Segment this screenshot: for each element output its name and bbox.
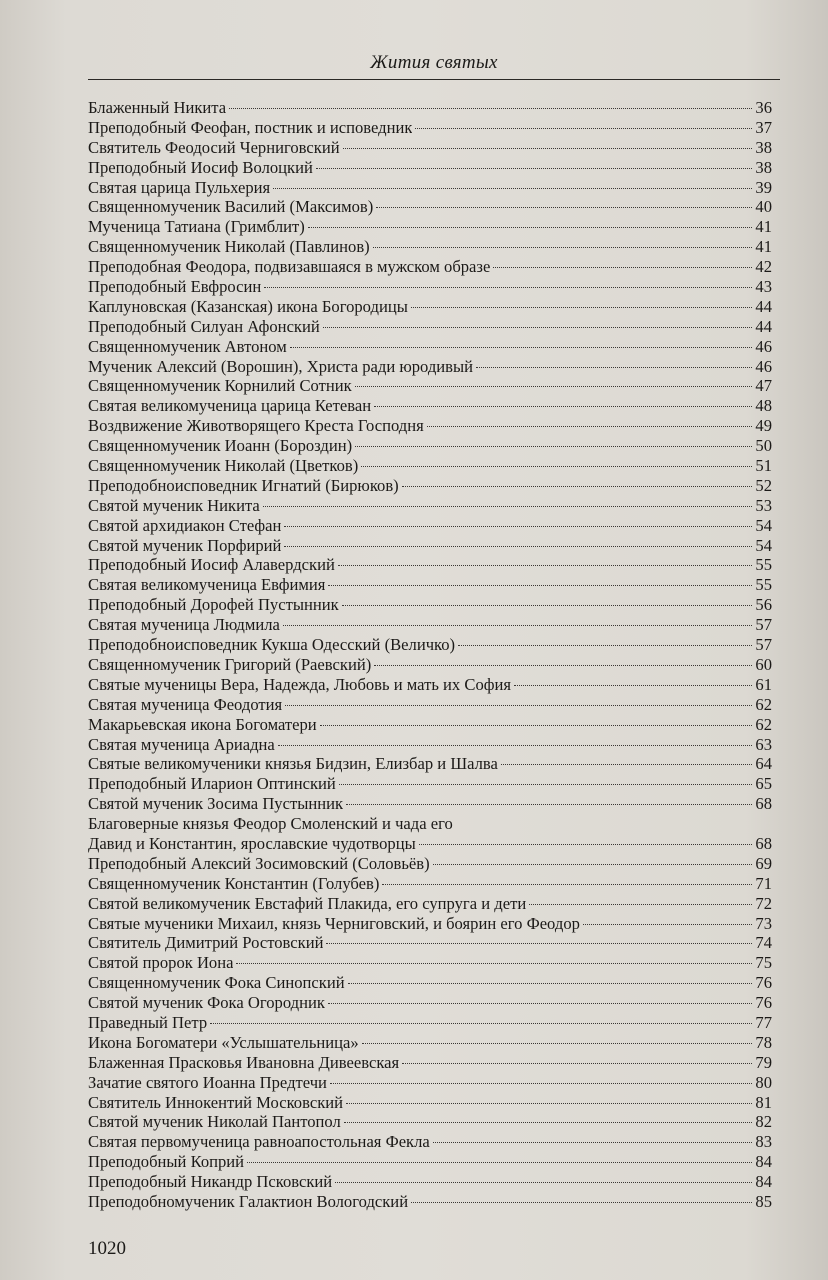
toc-entry: [88, 655, 772, 675]
toc-entry-title: Священномученик Автоном: [88, 336, 287, 356]
toc-entry-page: 46: [755, 336, 772, 356]
dot-leader: [458, 645, 752, 646]
dot-leader: [323, 327, 753, 328]
toc-entry-title: Священномученик Григорий (Раевский): [88, 654, 372, 674]
dot-leader: [419, 844, 753, 845]
toc-entry-page: 41: [755, 237, 772, 257]
dot-leader: [284, 526, 752, 527]
toc-entry-title: Священномученик Николай (Павлинов): [88, 237, 370, 257]
toc-entry-title: Каплуновская (Казанская) икона Богородицы: [88, 296, 408, 316]
toc-entry-page: 56: [755, 595, 772, 615]
toc-entry: [88, 735, 772, 755]
dot-leader: [415, 128, 752, 129]
toc-entry-title: Макарьевская икона Богоматери: [88, 714, 317, 734]
toc-entry-page: 55: [755, 575, 772, 595]
toc-entry-title: Благоверные князья Феодор Смоленский и чада его: [88, 814, 453, 834]
toc-entry-page: 82: [755, 1112, 772, 1132]
toc-entry-page: 48: [755, 396, 772, 416]
dot-leader: [326, 943, 752, 944]
toc-entry-title: Святой пророк Иона: [88, 953, 234, 973]
toc-entry-title: Святая первомученица равноапостольная Фекла: [88, 1132, 430, 1152]
toc-entry-page: 81: [755, 1092, 772, 1112]
dot-leader: [264, 287, 752, 288]
toc-entry: [88, 357, 772, 377]
toc-entry: [88, 98, 772, 118]
dot-leader: [284, 546, 752, 547]
toc-entry-title: Воздвижение Животворящего Креста Господня: [88, 416, 424, 436]
toc-entry: [88, 615, 772, 635]
toc-entry: [88, 1172, 772, 1192]
toc-entry: [88, 178, 772, 198]
toc-entry-title: Святой мученик Николай Пантопол: [88, 1112, 341, 1132]
toc-entry-title: Святая мученица Ариадна: [88, 734, 275, 754]
toc-entry-page: 54: [755, 535, 772, 555]
toc-entry-title: Священномученик Фока Синопский: [88, 973, 345, 993]
toc-entry-title: Преподобный Иосиф Алавердский: [88, 555, 335, 575]
toc-entry-title: Святая великомученица Евфимия: [88, 575, 326, 595]
toc-entry-page: 57: [755, 635, 772, 655]
toc-entry-page: 43: [755, 277, 772, 297]
toc-entry-page: 36: [755, 98, 772, 117]
toc-entry-title: Святые великомученики князья Бидзин, Елизбар и Шалва: [88, 754, 498, 774]
toc-entry-title: Святая мученица Феодотия: [88, 694, 283, 714]
dot-leader: [339, 784, 753, 785]
dot-leader: [362, 1043, 753, 1044]
toc-entry-page: 42: [755, 257, 772, 277]
toc-entry-title: Мученица Татиана (Гримблит): [88, 217, 305, 237]
toc-entry-title: Мученик Алексий (Ворошин), Христа ради юродивый: [88, 356, 474, 376]
dot-leader: [355, 446, 752, 447]
dot-leader: [320, 725, 753, 726]
dot-leader: [338, 565, 753, 566]
toc-entry-page: 71: [755, 873, 772, 893]
toc-entry-title: Блаженная Прасковья Ивановна Дивеевская: [88, 1052, 400, 1072]
toc-entry-title: Святитель Иннокентий Московский: [88, 1092, 344, 1112]
dot-leader: [344, 1122, 753, 1123]
toc-entry: [88, 1033, 772, 1053]
toc-entry-title: Святой архидиакон Стефан: [88, 515, 282, 535]
toc-entry-page: 55: [755, 555, 772, 575]
toc-entry-page: 52: [755, 475, 772, 495]
toc-entry: [88, 1112, 772, 1132]
toc-entry: [88, 814, 772, 834]
table-of-contents: [88, 98, 772, 1212]
toc-entry-page: 38: [755, 137, 772, 157]
toc-entry: [88, 1013, 772, 1033]
dot-leader: [433, 1142, 753, 1143]
toc-entry-title: Святые мученики Михаил, князь Черниговский, и боярин его Феодор: [88, 913, 580, 933]
toc-entry-page: 39: [755, 177, 772, 197]
dot-leader: [583, 924, 752, 925]
dot-leader: [374, 406, 752, 407]
dot-leader: [476, 367, 752, 368]
toc-entry: [88, 754, 772, 774]
toc-entry: [88, 1093, 772, 1113]
dot-leader: [373, 247, 753, 248]
toc-entry: [88, 396, 772, 416]
toc-entry-title: Преподобный Коприй: [88, 1152, 245, 1172]
dot-leader: [285, 705, 752, 706]
toc-entry-page: 69: [755, 853, 772, 873]
toc-entry-title: Святитель Феодосий Черниговский: [88, 137, 340, 157]
dot-leader: [433, 864, 753, 865]
toc-entry-title: Давид и Константин, ярославские чудотворцы: [88, 833, 416, 853]
toc-entry-title: Преподобный Евфросин: [88, 277, 262, 297]
toc-entry: [88, 854, 772, 874]
header-rule: [88, 79, 780, 80]
toc-entry-page: 76: [755, 973, 772, 993]
toc-entry-page: 44: [755, 316, 772, 336]
toc-entry-page: 38: [755, 157, 772, 177]
dot-leader: [290, 347, 753, 348]
toc-entry-page: 79: [755, 1052, 772, 1072]
toc-entry-title: Преподобноисповедник Игнатий (Бирюков): [88, 475, 399, 495]
toc-entry: [88, 834, 772, 854]
toc-entry-title: Праведный Петр: [88, 1012, 208, 1032]
toc-entry-title: Преподобный Силуан Афонский: [88, 316, 320, 336]
toc-entry: [88, 376, 772, 396]
toc-entry-title: Блаженный Никита: [88, 98, 227, 117]
dot-leader: [346, 804, 752, 805]
dot-leader: [346, 1103, 752, 1104]
toc-entry-title: Преподобный Никандр Псковский: [88, 1172, 333, 1192]
toc-entry-title: Преподобноисповедник Кукша Одесский (Величко): [88, 635, 456, 655]
toc-entry-page: 47: [755, 376, 772, 396]
toc-entry: [88, 973, 772, 993]
dot-leader: [236, 963, 752, 964]
dot-leader: [316, 168, 753, 169]
toc-entry-title: Святой мученик Зосима Пустынник: [88, 794, 344, 814]
dot-leader: [348, 983, 753, 984]
toc-entry-page: 62: [755, 714, 772, 734]
toc-entry: [88, 138, 772, 158]
toc-entry: [88, 456, 772, 476]
dot-leader: [328, 585, 752, 586]
toc-entry: [88, 158, 772, 178]
toc-entry-page: 77: [755, 1012, 772, 1032]
dot-leader: [427, 426, 753, 427]
dot-leader: [263, 506, 753, 507]
dot-leader: [335, 1182, 752, 1183]
toc-entry: [88, 118, 772, 138]
dot-leader: [273, 188, 752, 189]
toc-entry: [88, 555, 772, 575]
toc-entry-page: 49: [755, 416, 772, 436]
dot-leader: [278, 745, 753, 746]
dot-leader: [328, 1003, 752, 1004]
toc-entry-page: 78: [755, 1032, 772, 1052]
toc-entry: [88, 476, 772, 496]
toc-entry: [88, 516, 772, 536]
toc-entry-title: Святая царица Пульхерия: [88, 177, 271, 197]
toc-entry-page: 74: [755, 933, 772, 953]
toc-entry-title: Священномученик Корнилий Сотник: [88, 376, 352, 396]
dot-leader: [342, 605, 753, 606]
toc-entry: [88, 635, 772, 655]
toc-entry-page: 40: [755, 197, 772, 217]
toc-entry-title: Святые мученицы Вера, Надежда, Любовь и мать их София: [88, 674, 512, 694]
toc-entry: [88, 436, 772, 456]
toc-entry-page: 60: [755, 654, 772, 674]
dot-leader: [308, 227, 753, 228]
toc-entry: [88, 794, 772, 814]
dot-leader: [229, 108, 752, 109]
toc-entry-page: 83: [755, 1132, 772, 1152]
toc-entry: [88, 575, 772, 595]
toc-entry-page: 61: [755, 674, 772, 694]
toc-entry-title: Преподобный Дорофей Пустынник: [88, 595, 339, 615]
toc-entry-page: 44: [755, 296, 772, 316]
toc-entry: [88, 237, 772, 257]
toc-entry: [88, 993, 772, 1013]
dot-leader: [493, 267, 752, 268]
toc-entry-page: 37: [755, 117, 772, 137]
toc-entry-title: Икона Богоматери «Услышательница»: [88, 1032, 359, 1052]
running-head: Жития святых: [370, 52, 498, 73]
toc-entry: [88, 1152, 772, 1172]
dot-leader: [411, 1202, 752, 1203]
toc-entry: [88, 337, 772, 357]
toc-entry: [88, 933, 772, 953]
dot-leader: [374, 665, 752, 666]
toc-entry-title: Святая великомученица царица Кетеван: [88, 396, 372, 416]
dot-leader: [529, 904, 752, 905]
toc-entry: [88, 675, 772, 695]
toc-entry-title: Святой мученик Фока Огородник: [88, 993, 325, 1013]
toc-entry-title: Преподобный Иларион Оптинский: [88, 774, 336, 794]
toc-entry: [88, 715, 772, 735]
toc-entry-title: Преподобный Алексий Зосимовский (Соловьёв): [88, 853, 430, 873]
toc-entry: [88, 1132, 772, 1152]
toc-entry-title: Преподобный Феофан, постник и исповедник: [88, 117, 413, 137]
dot-leader: [330, 1083, 752, 1084]
toc-entry: [88, 914, 772, 934]
toc-entry-page: 41: [755, 217, 772, 237]
toc-entry-page: 72: [755, 893, 772, 913]
toc-entry: [88, 874, 772, 894]
toc-entry-page: 68: [755, 833, 772, 853]
toc-entry: [88, 217, 772, 237]
toc-entry-title: Преподобномученик Галактион Вологодский: [88, 1191, 409, 1211]
toc-entry: [88, 197, 772, 217]
toc-entry-page: 63: [755, 734, 772, 754]
toc-entry: [88, 894, 772, 914]
toc-entry-page: 53: [755, 495, 772, 515]
toc-entry-title: Преподобная Феодора, подвизавшаяся в мужском образе: [88, 257, 491, 277]
dot-leader: [247, 1162, 752, 1163]
toc-entry-title: Священномученик Николай (Цветков): [88, 456, 359, 476]
toc-entry: [88, 953, 772, 973]
toc-entry: [88, 1073, 772, 1093]
toc-entry: [88, 416, 772, 436]
dot-leader: [355, 386, 753, 387]
toc-entry-title: Святая мученица Людмила: [88, 615, 280, 635]
toc-entry-page: 54: [755, 515, 772, 535]
dot-leader: [376, 207, 752, 208]
toc-entry-page: 76: [755, 993, 772, 1013]
dot-leader: [411, 307, 753, 308]
toc-entry-title: Святой мученик Никита: [88, 495, 260, 515]
toc-entry-title: Святой мученик Порфирий: [88, 535, 282, 555]
dot-leader: [382, 884, 752, 885]
toc-entry-page: 62: [755, 694, 772, 714]
dot-leader: [402, 486, 753, 487]
toc-entry-page: 75: [755, 953, 772, 973]
toc-entry-page: 68: [755, 794, 772, 814]
toc-entry: [88, 1192, 772, 1212]
toc-entry-title: Преподобный Иосиф Волоцкий: [88, 157, 313, 177]
dot-leader: [343, 148, 753, 149]
toc-entry-page: 57: [755, 615, 772, 635]
toc-entry-title: Священномученик Василий (Максимов): [88, 197, 374, 217]
dot-leader: [514, 685, 752, 686]
dot-leader: [210, 1023, 752, 1024]
toc-entry-page: 85: [755, 1191, 772, 1211]
dot-leader: [283, 625, 753, 626]
toc-entry-title: Священномученик Константин (Голубев): [88, 873, 380, 893]
toc-entry-page: 51: [755, 456, 772, 476]
toc-entry-title: Святитель Димитрий Ростовский: [88, 933, 324, 953]
toc-entry-page: 73: [755, 913, 772, 933]
toc-entry: [88, 297, 772, 317]
toc-entry: [88, 595, 772, 615]
toc-entry-title: Святой великомученик Евстафий Плакида, его супруга и дети: [88, 893, 527, 913]
toc-entry-title: Священномученик Иоанн (Бороздин): [88, 436, 353, 456]
toc-entry: [88, 496, 772, 516]
dot-leader: [501, 764, 753, 765]
toc-entry-page: 46: [755, 356, 772, 376]
dot-leader: [402, 1063, 752, 1064]
toc-entry-page: 84: [755, 1152, 772, 1172]
toc-entry-page: 84: [755, 1172, 772, 1192]
toc-entry: [88, 1053, 772, 1073]
toc-entry: [88, 695, 772, 715]
toc-entry: [88, 257, 772, 277]
toc-entry-title: Зачатие святого Иоанна Предтечи: [88, 1072, 327, 1092]
toc-entry: [88, 277, 772, 297]
toc-entry-page: 65: [755, 774, 772, 794]
page-number: 1020: [88, 1238, 126, 1259]
toc-entry-page: 50: [755, 436, 772, 456]
toc-entry-page: 80: [755, 1072, 772, 1092]
toc-entry: [88, 317, 772, 337]
toc-entry-page: 64: [755, 754, 772, 774]
toc-entry: [88, 774, 772, 794]
toc-entry: [88, 536, 772, 556]
dot-leader: [361, 466, 752, 467]
